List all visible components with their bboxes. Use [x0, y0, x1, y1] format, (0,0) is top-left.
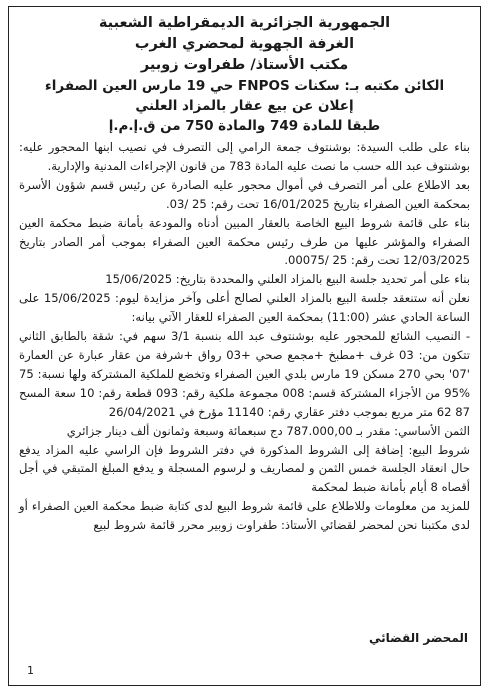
- announcement-frame: [8, 6, 481, 686]
- paragraph-disposal-order: بعد الاطلاع على أمر التصرف في أموال محجور عليه الصادرة عن رئيس قسم شؤون الأسرة بمحكمة العين الصفراء بتاريخ 16/01/2025 تحت رقم: 25 /03.: [19, 177, 470, 211]
- paragraph-request: بناء على طلب السيدة: بوشنتوف جمعة الرامي إلى التصرف في نصيب ابنها المحجور عليه: بوشنتوف عبد الله حسب ما نصت عليه المادة 783 من قانون الإجراءات المدنية والإدارية.: [19, 140, 470, 173]
- announcement-body: [9, 136, 480, 535]
- republic-title: الجمهورية الجزائرية الديمقراطية الشعبية: [98, 15, 391, 31]
- document-header: [9, 13, 480, 136]
- paragraph-more-info: للمزيد من معلومات وللاطلاع على قائمة شروط البيع لدى كتابة ضبط محكمة العين الصفراء أو لدى مكتبنا نحن لمحضر لقضائي الأستاذ: طفراوت زوبير محرر قائمة شروط لبيع: [19, 499, 470, 533]
- page-number: 1: [27, 664, 34, 677]
- paragraph-sale-terms: شروط البيع: إضافة إلى الشروط المذكورة في دفتر الشروط فإن الراسي عليه المزاد يدفع حال انعقاد الجلسة خمس الثمن و لمصاريف و لرسوم المسجلة و يدفع المبلغ المتبقي في أجل أقصاه 8 أيام بأمانة ضبط لمحكمة: [19, 442, 470, 495]
- paragraph-session-date: بناء على أمر تحديد جلسة البيع بالمزاد العلني والمحددة بتاريخ: 15/06/2025: [105, 272, 470, 287]
- announcement-title: إعلان عن بيع عقار بالمزاد العلني: [135, 98, 354, 114]
- office-title: مكتب الأستاذ/ طفراوت زوبير: [140, 57, 349, 73]
- office-address: الكائن مكتبه بـ: سكنات FNPOS حي 19 مارس العين الصفراء: [44, 78, 445, 94]
- paragraph-announcement: نعلن أنه ستنعقد جلسة البيع بالمزاد العلني لصالح أعلى وآخر مزايدة ليوم: 15/06/2025 على الساعة الحادي عشر (11:00) بمحكمة العين الصفراء للعقار الآتي بيانه:: [19, 291, 470, 325]
- paragraph-base-price: الثمن الأساسي: مقدر بـ 787.000,00 دج سبعمائة وسبعة وثمانون ألف دينار جزائري: [66, 423, 470, 438]
- bailiff-signature: المحضر القضائي: [368, 631, 468, 645]
- chamber-title: الغرفة الجهوية لمحضري الغرب: [134, 36, 355, 52]
- legal-reference: طبقا للمادة 749 والمادة 750 من ق.إ.م.إ: [108, 118, 381, 134]
- paragraph-sale-conditions: بناء على قائمة شروط البيع الخاصة بالعقار المبين أدناه والمودعة بأمانة ضبط محكمة العين الصفراء والمؤشر عليها من طرف رئيس محكمة العين الصفراء بموجب أمر الصادر بتاريخ 12/03/2025 تحت رقم: 25 /00075.: [19, 215, 470, 268]
- paragraph-property: - النصيب الشائع للمحجور عليه بوشنتوف عبد الله بنسبة 3/1 سهم في: شقة بالطابق الثاني تتكون من: 03 غرف +مطبخ +مجمع صحي +03 رواق +شرفة من عقار عبارة عن العمارة '07' بحي 270 مسكن 19 مارس بلدي العين الصفراء وتخضع للملكية المشتركة ولها نسبة: 75 %95 من الأجزاء المشتركة قسم: 008 مجموعة ملكية رقم: 093 قطعة رقم: 10 سعة المسح 87 62 متر مربع بموجب دفتر عقاري رقم: 11140 مؤرخ في 26/04/2021: [19, 329, 471, 419]
